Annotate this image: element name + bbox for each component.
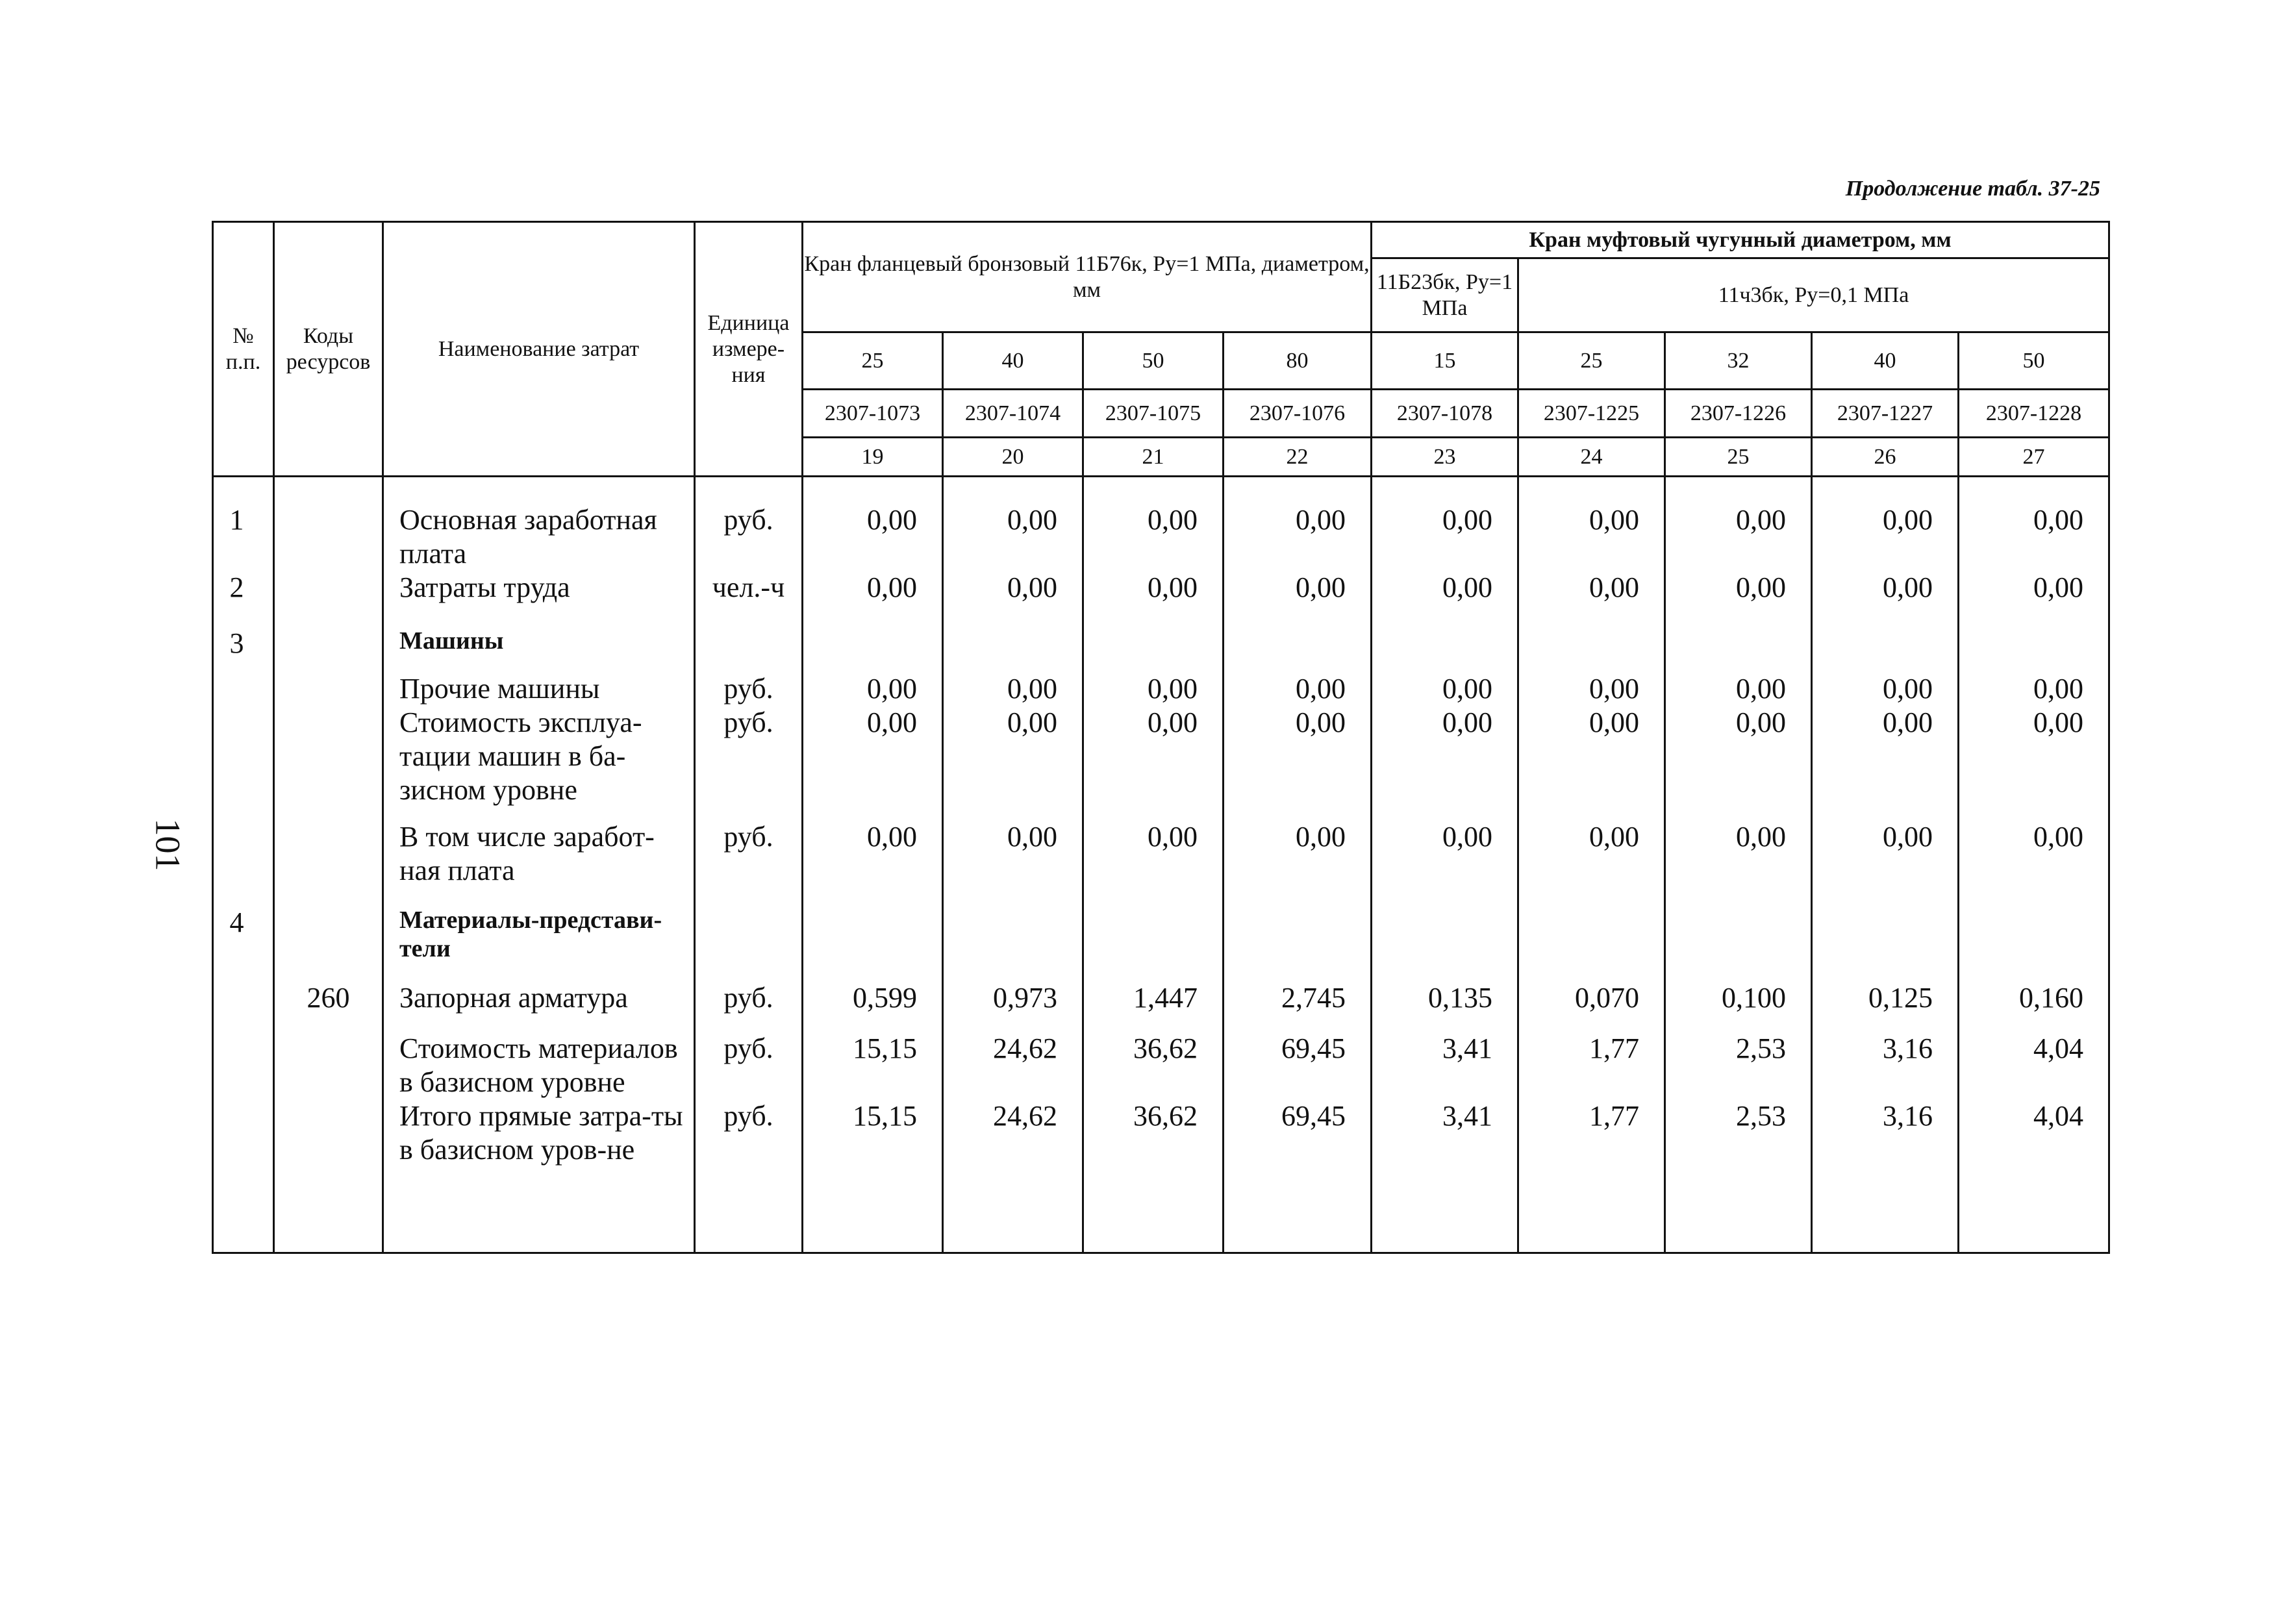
cost-name: Запорная арматура bbox=[383, 981, 695, 1032]
resource-code-cell: 2307-1226 bbox=[1665, 390, 1812, 438]
resource-code-cell: 2307-1074 bbox=[943, 390, 1083, 438]
value-cell: 0,00 bbox=[1665, 706, 1812, 820]
value-cell bbox=[1083, 627, 1224, 672]
value-cell bbox=[803, 906, 943, 981]
value-cell: 0,00 bbox=[1518, 477, 1665, 571]
diameter-cell: 50 bbox=[1083, 332, 1224, 390]
value-cell: 0,00 bbox=[943, 477, 1083, 571]
header-unit: Единица измере-ния bbox=[695, 222, 803, 477]
row-number bbox=[213, 981, 274, 1032]
value-cell: 0,00 bbox=[1518, 571, 1665, 627]
table-row bbox=[213, 906, 2109, 981]
value-cell: 15,15 bbox=[803, 1032, 943, 1099]
resource-code bbox=[274, 1032, 383, 1099]
header-sub-11b23bk: 11Б23бк, Pу=1 МПа bbox=[1372, 258, 1518, 332]
page-number: 101 bbox=[148, 818, 188, 871]
diameter-cell: 25 bbox=[1518, 332, 1665, 390]
value-cell: 0,00 bbox=[1812, 820, 1959, 906]
row-number bbox=[213, 1032, 274, 1099]
value-cell: 0,00 bbox=[1812, 477, 1959, 571]
value-cell: 0,00 bbox=[1372, 571, 1518, 627]
unit-cell bbox=[695, 906, 803, 981]
table-row bbox=[213, 477, 2109, 571]
value-cell: 0,00 bbox=[1665, 820, 1812, 906]
table-row bbox=[213, 627, 2109, 672]
table-caption: Продолжение табл. 37-25 bbox=[1845, 177, 2100, 201]
value-cell: 3,41 bbox=[1372, 1032, 1518, 1099]
value-cell: 0,00 bbox=[943, 706, 1083, 820]
column-number-cell: 19 bbox=[803, 438, 943, 477]
value-cell: 24,62 bbox=[943, 1099, 1083, 1253]
value-cell: 0,00 bbox=[1959, 477, 2109, 571]
value-cell bbox=[1518, 627, 1665, 672]
value-cell bbox=[1224, 906, 1372, 981]
value-cell: 2,53 bbox=[1665, 1032, 1812, 1099]
table-row bbox=[213, 571, 2109, 627]
header-group-flanged: Кран фланцевый бронзовый 11Б76к, Pу=1 МПа, диаметром, мм bbox=[803, 222, 1372, 332]
row-number bbox=[213, 820, 274, 906]
unit-cell: руб. bbox=[695, 672, 803, 706]
cost-name: Затраты труда bbox=[383, 571, 695, 627]
value-cell: 3,16 bbox=[1812, 1032, 1959, 1099]
cost-name: Материалы-представи-тели bbox=[383, 906, 695, 981]
resource-code bbox=[274, 820, 383, 906]
resource-code: 260 bbox=[274, 981, 383, 1032]
column-number-cell: 22 bbox=[1224, 438, 1372, 477]
diameter-cell: 15 bbox=[1372, 332, 1518, 390]
column-number-cell: 27 bbox=[1959, 438, 2109, 477]
unit-cell: руб. bbox=[695, 820, 803, 906]
resource-code-cell: 2307-1073 bbox=[803, 390, 943, 438]
value-cell: 0,00 bbox=[943, 672, 1083, 706]
row-number: 3 bbox=[213, 627, 274, 672]
value-cell: 0,00 bbox=[1518, 820, 1665, 906]
value-cell: 0,125 bbox=[1812, 981, 1959, 1032]
diameter-cell: 25 bbox=[803, 332, 943, 390]
value-cell: 0,00 bbox=[1959, 571, 2109, 627]
value-cell bbox=[1959, 627, 2109, 672]
value-cell: 0,00 bbox=[1083, 672, 1224, 706]
cost-name: Итого прямые затра-ты в базисном уров-не bbox=[383, 1099, 695, 1253]
table-row bbox=[213, 706, 2109, 820]
cost-name: В том числе заработ-ная плата bbox=[383, 820, 695, 906]
table-row bbox=[213, 981, 2109, 1032]
cost-name: Стоимость эксплуа-тации машин в ба-зисном уровне bbox=[383, 706, 695, 820]
column-number-cell: 25 bbox=[1665, 438, 1812, 477]
value-cell: 0,00 bbox=[1083, 477, 1224, 571]
value-cell: 36,62 bbox=[1083, 1099, 1224, 1253]
value-cell: 3,16 bbox=[1812, 1099, 1959, 1253]
value-cell: 0,00 bbox=[1959, 672, 2109, 706]
resource-code-cell: 2307-1225 bbox=[1518, 390, 1665, 438]
value-cell: 0,00 bbox=[803, 706, 943, 820]
table-row bbox=[213, 672, 2109, 706]
row-number: 4 bbox=[213, 906, 274, 981]
column-number-cell: 23 bbox=[1372, 438, 1518, 477]
value-cell: 0,00 bbox=[1224, 571, 1372, 627]
value-cell: 0,00 bbox=[1665, 571, 1812, 627]
cost-name: Машины bbox=[383, 627, 695, 672]
value-cell: 0,00 bbox=[943, 820, 1083, 906]
unit-cell: чел.-ч bbox=[695, 571, 803, 627]
value-cell: 0,100 bbox=[1665, 981, 1812, 1032]
value-cell: 0,00 bbox=[1372, 672, 1518, 706]
value-cell: 2,53 bbox=[1665, 1099, 1812, 1253]
value-cell bbox=[1812, 627, 1959, 672]
resource-code bbox=[274, 571, 383, 627]
value-cell bbox=[1959, 906, 2109, 981]
resource-code-cell: 2307-1076 bbox=[1224, 390, 1372, 438]
value-cell: 0,00 bbox=[1665, 672, 1812, 706]
value-cell: 24,62 bbox=[943, 1032, 1083, 1099]
value-cell: 0,160 bbox=[1959, 981, 2109, 1032]
value-cell bbox=[1665, 627, 1812, 672]
value-cell: 1,77 bbox=[1518, 1032, 1665, 1099]
value-cell: 0,00 bbox=[1812, 706, 1959, 820]
row-number: 1 bbox=[213, 477, 274, 571]
table-row bbox=[213, 820, 2109, 906]
column-number-cell: 24 bbox=[1518, 438, 1665, 477]
value-cell bbox=[803, 627, 943, 672]
row-number: 2 bbox=[213, 571, 274, 627]
table-row bbox=[213, 1099, 2109, 1253]
resource-code bbox=[274, 627, 383, 672]
value-cell: 4,04 bbox=[1959, 1032, 2109, 1099]
diameter-cell: 50 bbox=[1959, 332, 2109, 390]
value-cell: 0,00 bbox=[1372, 820, 1518, 906]
resource-code bbox=[274, 1099, 383, 1253]
cost-name: Прочие машины bbox=[383, 672, 695, 706]
value-cell bbox=[1812, 906, 1959, 981]
value-cell bbox=[1224, 627, 1372, 672]
unit-cell: руб. bbox=[695, 706, 803, 820]
value-cell: 0,00 bbox=[1224, 672, 1372, 706]
value-cell: 0,00 bbox=[1083, 706, 1224, 820]
value-cell: 0,00 bbox=[1224, 820, 1372, 906]
value-cell: 0,599 bbox=[803, 981, 943, 1032]
value-cell bbox=[1518, 906, 1665, 981]
value-cell bbox=[1372, 627, 1518, 672]
value-cell: 0,00 bbox=[1665, 477, 1812, 571]
value-cell: 69,45 bbox=[1224, 1032, 1372, 1099]
value-cell: 0,135 bbox=[1372, 981, 1518, 1032]
table-row bbox=[213, 1032, 2109, 1099]
value-cell: 0,00 bbox=[1083, 571, 1224, 627]
header-name: Наименование затрат bbox=[383, 222, 695, 477]
resource-code-cell: 2307-1075 bbox=[1083, 390, 1224, 438]
value-cell: 0,070 bbox=[1518, 981, 1665, 1032]
unit-cell: руб. bbox=[695, 477, 803, 571]
cost-name: Стоимость материалов в базисном уровне bbox=[383, 1032, 695, 1099]
column-number-cell: 26 bbox=[1812, 438, 1959, 477]
value-cell: 0,00 bbox=[1372, 706, 1518, 820]
header-no: № п.п. bbox=[213, 222, 274, 477]
value-cell: 36,62 bbox=[1083, 1032, 1224, 1099]
value-cell: 0,00 bbox=[803, 477, 943, 571]
value-cell: 0,00 bbox=[1224, 477, 1372, 571]
header-group-coupling: Кран муфтовый чугунный диаметром, мм bbox=[1372, 222, 2109, 258]
value-cell: 1,77 bbox=[1518, 1099, 1665, 1253]
resource-code-cell: 2307-1078 bbox=[1372, 390, 1518, 438]
value-cell: 0,00 bbox=[1518, 672, 1665, 706]
resource-code-cell: 2307-1228 bbox=[1959, 390, 2109, 438]
value-cell: 1,447 bbox=[1083, 981, 1224, 1032]
value-cell: 0,00 bbox=[943, 571, 1083, 627]
unit-cell: руб. bbox=[695, 1032, 803, 1099]
row-number bbox=[213, 1099, 274, 1253]
value-cell: 2,745 bbox=[1224, 981, 1372, 1032]
resource-code-cell: 2307-1227 bbox=[1812, 390, 1959, 438]
unit-cell: руб. bbox=[695, 1099, 803, 1253]
value-cell bbox=[943, 906, 1083, 981]
value-cell: 0,00 bbox=[1812, 672, 1959, 706]
column-number-cell: 20 bbox=[943, 438, 1083, 477]
value-cell: 0,00 bbox=[1083, 820, 1224, 906]
value-cell: 69,45 bbox=[1224, 1099, 1372, 1253]
value-cell: 0,00 bbox=[1518, 706, 1665, 820]
value-cell: 0,00 bbox=[1959, 820, 2109, 906]
value-cell: 0,00 bbox=[1372, 477, 1518, 571]
cost-name: Основная заработная плата bbox=[383, 477, 695, 571]
value-cell: 0,00 bbox=[1812, 571, 1959, 627]
value-cell: 0,00 bbox=[803, 820, 943, 906]
row-number bbox=[213, 672, 274, 706]
value-cell bbox=[1083, 906, 1224, 981]
resource-code bbox=[274, 706, 383, 820]
value-cell: 3,41 bbox=[1372, 1099, 1518, 1253]
resource-code bbox=[274, 672, 383, 706]
cost-table bbox=[212, 221, 2110, 1254]
header-sub-11ch3bk: 11ч3бк, Pу=0,1 МПа bbox=[1518, 258, 2109, 332]
diameter-cell: 32 bbox=[1665, 332, 1812, 390]
value-cell: 15,15 bbox=[803, 1099, 943, 1253]
unit-cell bbox=[695, 627, 803, 672]
value-cell: 4,04 bbox=[1959, 1099, 2109, 1253]
resource-code bbox=[274, 906, 383, 981]
resource-code bbox=[274, 477, 383, 571]
value-cell: 0,00 bbox=[803, 571, 943, 627]
diameter-cell: 40 bbox=[1812, 332, 1959, 390]
header-codes: Коды ресурсов bbox=[274, 222, 383, 477]
unit-cell: руб. bbox=[695, 981, 803, 1032]
column-number-cell: 21 bbox=[1083, 438, 1224, 477]
value-cell: 0,00 bbox=[1959, 706, 2109, 820]
value-cell: 0,00 bbox=[803, 672, 943, 706]
row-number bbox=[213, 706, 274, 820]
value-cell: 0,00 bbox=[1224, 706, 1372, 820]
value-cell bbox=[1665, 906, 1812, 981]
value-cell bbox=[1372, 906, 1518, 981]
value-cell: 0,973 bbox=[943, 981, 1083, 1032]
diameter-cell: 40 bbox=[943, 332, 1083, 390]
diameter-cell: 80 bbox=[1224, 332, 1372, 390]
value-cell bbox=[943, 627, 1083, 672]
